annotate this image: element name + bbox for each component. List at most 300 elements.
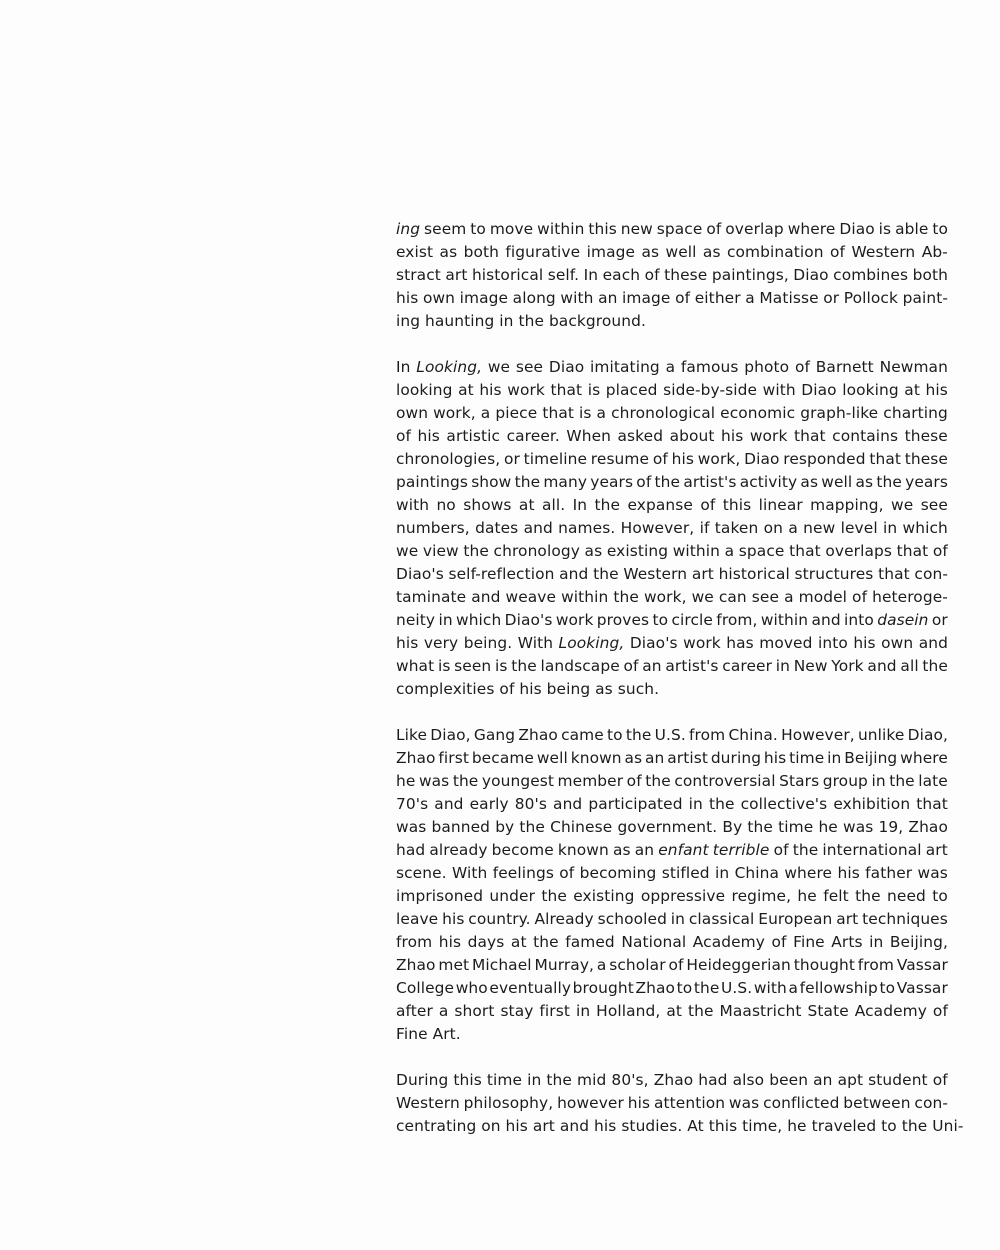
word: Academy bbox=[854, 1002, 927, 1020]
word: also bbox=[732, 1071, 765, 1089]
word: Zhao bbox=[396, 956, 436, 974]
text-line bbox=[396, 609, 948, 632]
word: was bbox=[917, 864, 948, 882]
word: had bbox=[698, 1071, 728, 1089]
text-line bbox=[396, 586, 948, 609]
word: combination bbox=[726, 243, 824, 261]
word: the bbox=[546, 1071, 572, 1089]
word: image bbox=[586, 243, 636, 261]
word: resume bbox=[590, 450, 650, 468]
word: into bbox=[817, 634, 848, 652]
text-line bbox=[396, 747, 948, 770]
word: his bbox=[925, 381, 948, 399]
word: asked bbox=[617, 427, 664, 445]
text-line bbox=[396, 931, 948, 954]
word: with bbox=[753, 979, 787, 997]
word: becoming bbox=[579, 864, 657, 882]
word: the bbox=[654, 473, 681, 491]
word: need bbox=[887, 887, 926, 905]
word: his bbox=[396, 634, 419, 652]
word: both bbox=[912, 266, 948, 284]
word: Murray, bbox=[534, 956, 595, 974]
word: artist bbox=[667, 749, 708, 767]
word: leave bbox=[396, 910, 439, 928]
word: under bbox=[489, 887, 535, 905]
word: is bbox=[878, 220, 892, 238]
word: Diao bbox=[744, 450, 780, 468]
text-line bbox=[396, 1092, 948, 1115]
word: or bbox=[503, 450, 520, 468]
word: member bbox=[557, 772, 624, 790]
word: historical bbox=[718, 565, 790, 583]
word: that bbox=[869, 450, 901, 468]
word: During bbox=[396, 1071, 449, 1089]
word: as bbox=[855, 473, 874, 491]
word: names. bbox=[558, 519, 616, 537]
word: on bbox=[763, 519, 784, 537]
word: was bbox=[418, 772, 450, 790]
word: within bbox=[537, 220, 585, 238]
word: as bbox=[439, 243, 458, 261]
word: Holland, bbox=[596, 1002, 661, 1020]
word: that bbox=[794, 427, 826, 445]
word: we bbox=[487, 358, 511, 376]
word: mapping, bbox=[810, 496, 884, 514]
word: and bbox=[553, 795, 583, 813]
word: and bbox=[523, 519, 553, 537]
word: been bbox=[769, 1071, 809, 1089]
word: years bbox=[590, 473, 634, 491]
word: Diao's bbox=[504, 611, 553, 629]
word: background. bbox=[548, 312, 646, 330]
word: at bbox=[510, 933, 527, 951]
word: his bbox=[519, 680, 542, 698]
word: these bbox=[904, 427, 948, 445]
text-line bbox=[396, 241, 948, 264]
word: the bbox=[613, 588, 639, 606]
word: stay bbox=[500, 1002, 534, 1020]
word: student bbox=[868, 1071, 928, 1089]
word: this bbox=[453, 1071, 482, 1089]
word: classical bbox=[688, 910, 755, 928]
word: seem bbox=[424, 220, 467, 238]
word: mid bbox=[577, 1071, 607, 1089]
word: already bbox=[429, 841, 488, 859]
word: 70's bbox=[396, 795, 429, 813]
word: Chinese bbox=[550, 818, 613, 836]
word: to bbox=[676, 979, 693, 997]
word: Diao bbox=[793, 266, 829, 284]
text-line bbox=[396, 655, 948, 678]
word: time, bbox=[742, 1117, 783, 1135]
word: these bbox=[904, 450, 948, 468]
word: international bbox=[822, 841, 922, 859]
italic-word: terrible bbox=[712, 841, 770, 859]
word: haunting bbox=[425, 312, 495, 330]
text-line bbox=[396, 264, 948, 287]
word: or bbox=[823, 289, 840, 307]
word: time bbox=[486, 1071, 523, 1089]
word: his bbox=[720, 427, 744, 445]
word: either bbox=[694, 289, 741, 307]
word: his bbox=[853, 634, 876, 652]
text-line bbox=[396, 402, 948, 425]
word: was bbox=[396, 818, 427, 836]
word: group bbox=[822, 772, 868, 790]
word: famed bbox=[565, 933, 615, 951]
word: the bbox=[518, 312, 545, 330]
word: that bbox=[916, 795, 948, 813]
word: circle bbox=[671, 611, 713, 629]
word: space bbox=[738, 542, 785, 560]
word: structures bbox=[794, 565, 874, 583]
word: with bbox=[396, 496, 430, 514]
word: of bbox=[794, 358, 810, 376]
word: studies. bbox=[621, 1117, 683, 1135]
word: conflicted bbox=[763, 1094, 840, 1112]
word: schooled bbox=[597, 910, 667, 928]
word: is bbox=[495, 657, 508, 675]
word: on bbox=[481, 1117, 501, 1135]
word: and bbox=[471, 588, 501, 606]
text-line bbox=[396, 1069, 948, 1092]
text-line bbox=[396, 379, 948, 402]
text-line bbox=[396, 517, 948, 540]
word: that bbox=[550, 381, 583, 399]
word: art bbox=[925, 841, 948, 859]
paragraph bbox=[396, 356, 948, 701]
word: met bbox=[438, 956, 470, 974]
word: At bbox=[687, 1117, 704, 1135]
word: what bbox=[396, 657, 435, 675]
word: to bbox=[932, 887, 948, 905]
text-line bbox=[396, 724, 948, 747]
word: his bbox=[505, 1117, 528, 1135]
italic-word: ing bbox=[396, 220, 421, 238]
word: Like bbox=[396, 726, 428, 744]
word: a bbox=[596, 956, 607, 974]
word: well bbox=[536, 749, 568, 767]
word: father bbox=[865, 864, 913, 882]
word: self. bbox=[547, 266, 580, 284]
word: years bbox=[905, 473, 948, 491]
text-line bbox=[396, 287, 948, 310]
word: to bbox=[879, 979, 896, 997]
word: he bbox=[396, 772, 416, 790]
word: all bbox=[900, 657, 919, 675]
word: numbers, bbox=[396, 519, 470, 537]
word: move bbox=[489, 220, 534, 238]
word: where bbox=[787, 220, 836, 238]
word: of bbox=[559, 864, 575, 882]
word: scene. bbox=[396, 864, 447, 882]
word: expanse bbox=[627, 496, 693, 514]
word: famous bbox=[680, 358, 739, 376]
word: looking bbox=[396, 381, 453, 399]
word: Diao's bbox=[396, 565, 444, 583]
word: of bbox=[773, 841, 789, 859]
word: stifled bbox=[661, 864, 710, 882]
word: of bbox=[652, 450, 668, 468]
word: imprisoned bbox=[396, 887, 484, 905]
word: self-reflection bbox=[448, 565, 555, 583]
word: Western bbox=[851, 243, 916, 261]
word: during bbox=[710, 749, 762, 767]
text-line bbox=[396, 356, 948, 379]
word: con- bbox=[914, 1094, 948, 1112]
word: within bbox=[561, 588, 609, 606]
word: contains bbox=[832, 427, 899, 445]
word: apt bbox=[837, 1071, 864, 1089]
word: graph-like bbox=[800, 404, 879, 422]
word: Zhao bbox=[396, 749, 436, 767]
word: an bbox=[813, 1071, 833, 1089]
word: career bbox=[722, 657, 773, 675]
word: own bbox=[396, 404, 429, 422]
word: Diao, bbox=[907, 726, 948, 744]
word: these bbox=[664, 266, 708, 284]
word: artist's bbox=[665, 657, 719, 675]
word: imitating bbox=[590, 358, 660, 376]
word: York bbox=[831, 657, 864, 675]
word: a bbox=[596, 404, 607, 422]
word: he bbox=[787, 1117, 807, 1135]
word: of bbox=[644, 266, 660, 284]
word: overlap bbox=[725, 220, 784, 238]
word: China. bbox=[728, 726, 778, 744]
word: government. bbox=[617, 818, 718, 836]
word: his bbox=[442, 910, 465, 928]
word: activity bbox=[739, 473, 798, 491]
word: Zhao bbox=[635, 979, 675, 997]
word: with bbox=[560, 289, 594, 307]
word: known bbox=[570, 749, 622, 767]
word: or bbox=[931, 611, 948, 629]
text-line bbox=[396, 816, 948, 839]
word: see bbox=[920, 496, 948, 514]
word: oppressive bbox=[640, 887, 726, 905]
word: of bbox=[636, 473, 652, 491]
word: techniques bbox=[862, 910, 948, 928]
word: taminate bbox=[396, 588, 467, 606]
word: Zhao bbox=[518, 726, 558, 744]
word: where bbox=[784, 864, 833, 882]
word: his bbox=[417, 427, 440, 445]
word: in bbox=[438, 611, 453, 629]
word: of bbox=[932, 542, 948, 560]
word: in bbox=[688, 795, 703, 813]
word: many bbox=[543, 473, 588, 491]
word: of bbox=[675, 289, 691, 307]
word: of bbox=[626, 772, 642, 790]
word: both bbox=[463, 243, 499, 261]
word: show bbox=[471, 473, 512, 491]
text-line bbox=[396, 563, 948, 586]
word: well bbox=[821, 473, 853, 491]
text-line bbox=[396, 471, 948, 494]
word: Diao bbox=[801, 381, 837, 399]
word: at bbox=[904, 381, 920, 399]
word: a bbox=[665, 358, 676, 376]
word: the bbox=[645, 772, 671, 790]
word: ing bbox=[396, 312, 421, 330]
word: to bbox=[932, 220, 948, 238]
text-line bbox=[396, 678, 948, 701]
word: moved bbox=[759, 634, 813, 652]
word: In bbox=[572, 496, 588, 514]
word: which bbox=[902, 519, 948, 537]
word: Fine bbox=[396, 1025, 428, 1043]
italic-word: dasein bbox=[877, 611, 929, 629]
word: and bbox=[559, 565, 589, 583]
word: attention bbox=[653, 1094, 726, 1112]
word: at bbox=[666, 1002, 682, 1020]
word: Heideggerian bbox=[686, 956, 791, 974]
word: In bbox=[583, 266, 599, 284]
word: existing bbox=[606, 542, 669, 560]
word: new bbox=[803, 519, 836, 537]
word: by bbox=[495, 818, 515, 836]
word: and bbox=[867, 657, 897, 675]
word: By bbox=[722, 818, 743, 836]
word: a bbox=[788, 979, 799, 997]
word: However, bbox=[781, 726, 855, 744]
word: the bbox=[889, 772, 915, 790]
word: a bbox=[480, 404, 491, 422]
word: of bbox=[830, 243, 846, 261]
word: has bbox=[726, 634, 754, 652]
word: of bbox=[623, 657, 639, 675]
word: his bbox=[627, 1094, 651, 1112]
word: within bbox=[672, 542, 720, 560]
word: artist's bbox=[683, 473, 737, 491]
word: where bbox=[900, 749, 948, 767]
word: work bbox=[555, 611, 594, 629]
paragraph bbox=[396, 218, 948, 333]
word: the bbox=[687, 1002, 714, 1020]
word: in bbox=[827, 749, 842, 767]
word: con- bbox=[914, 565, 948, 583]
word: first bbox=[539, 1002, 570, 1020]
word: art bbox=[445, 266, 468, 284]
word: a bbox=[724, 542, 735, 560]
word: we bbox=[891, 496, 914, 514]
word: With bbox=[452, 864, 488, 882]
word: European bbox=[758, 910, 833, 928]
word: Fine bbox=[793, 933, 825, 951]
word: in bbox=[527, 1071, 542, 1089]
word: timeline bbox=[523, 450, 588, 468]
word: Barnett bbox=[815, 358, 874, 376]
word: eventually bbox=[489, 979, 572, 997]
word: within bbox=[760, 611, 809, 629]
text-line bbox=[396, 1000, 948, 1023]
word: work, bbox=[697, 450, 741, 468]
word: Stars bbox=[779, 772, 820, 790]
word: taken bbox=[714, 519, 759, 537]
word: side-by-side bbox=[663, 381, 758, 399]
word: image bbox=[622, 289, 671, 307]
word: first bbox=[438, 749, 469, 767]
word: no bbox=[436, 496, 456, 514]
word: Western bbox=[623, 565, 688, 583]
word: the bbox=[922, 657, 948, 675]
word: new bbox=[620, 220, 653, 238]
word: was bbox=[728, 1094, 760, 1112]
word: being bbox=[546, 680, 591, 698]
word: image bbox=[459, 289, 509, 307]
word: When bbox=[566, 427, 612, 445]
word: as bbox=[612, 841, 631, 859]
word: Diao's bbox=[629, 634, 678, 652]
word: view bbox=[422, 542, 459, 560]
word: 19, bbox=[878, 818, 904, 836]
word: paintings, bbox=[711, 266, 789, 284]
word: Ab- bbox=[921, 243, 948, 261]
word: being. bbox=[463, 634, 513, 652]
word: from bbox=[396, 933, 433, 951]
word: regime, bbox=[731, 887, 792, 905]
text-line bbox=[396, 218, 948, 241]
word: that bbox=[789, 542, 821, 560]
word: existing bbox=[573, 887, 635, 905]
word: the bbox=[792, 841, 819, 859]
word: to bbox=[881, 1117, 897, 1135]
word: felt bbox=[823, 887, 849, 905]
word: photo bbox=[744, 358, 790, 376]
word: brought bbox=[572, 979, 634, 997]
word: had bbox=[396, 841, 426, 859]
word: he bbox=[818, 818, 838, 836]
word: his bbox=[396, 289, 419, 307]
word: and bbox=[811, 611, 841, 629]
word: can bbox=[718, 588, 747, 606]
word: as bbox=[595, 680, 613, 698]
word: however bbox=[557, 1094, 624, 1112]
word: art bbox=[532, 1117, 555, 1135]
word: an bbox=[642, 657, 662, 675]
text-line bbox=[396, 310, 948, 333]
text-line bbox=[396, 885, 948, 908]
word: see bbox=[751, 588, 780, 606]
word: become bbox=[491, 841, 554, 859]
word: a bbox=[745, 289, 755, 307]
word: as bbox=[584, 542, 603, 560]
word: own bbox=[881, 634, 914, 652]
word: youngest bbox=[481, 772, 555, 790]
word: U.S. bbox=[721, 979, 753, 997]
word: Matisse bbox=[759, 289, 819, 307]
word: work bbox=[683, 634, 721, 652]
word: days bbox=[467, 933, 505, 951]
word: the bbox=[519, 818, 545, 836]
word: art bbox=[836, 910, 859, 928]
word: scholar bbox=[609, 956, 666, 974]
text-line bbox=[396, 448, 948, 471]
word: combines bbox=[833, 266, 909, 284]
word: figurative bbox=[505, 243, 581, 261]
word: Vassar bbox=[896, 979, 948, 997]
word: However, bbox=[620, 519, 695, 537]
word: dates bbox=[475, 519, 519, 537]
word: of bbox=[932, 1071, 948, 1089]
word: his bbox=[671, 450, 694, 468]
word: a bbox=[788, 519, 798, 537]
word: with bbox=[762, 381, 796, 399]
word: of bbox=[932, 1002, 948, 1020]
word: chronological bbox=[611, 404, 716, 422]
word: With bbox=[517, 634, 554, 652]
